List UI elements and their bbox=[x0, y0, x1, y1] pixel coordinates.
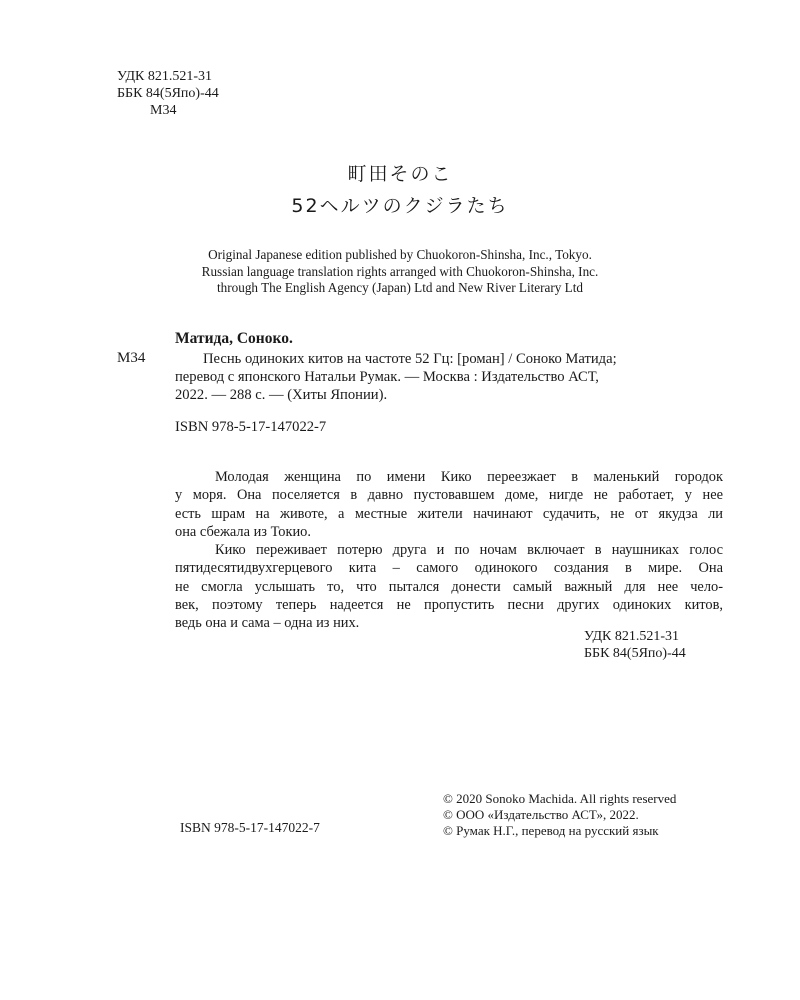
catalog-author-mark: М34 bbox=[117, 350, 146, 366]
annotation-line: есть шрам на животе, а местные жители начинают судачить, не от якудза ли bbox=[175, 505, 723, 522]
annotation-line: век, поэтому теперь надеется не пропустить песни других одиноких китов, bbox=[175, 597, 723, 614]
copyright-line: © ООО «Издательство АСТ», 2022. bbox=[443, 807, 639, 822]
catalog-line: 2022. — 288 с. — (Хиты Японии). bbox=[175, 387, 388, 403]
catalog-line: перевод с японского Натальи Румак. — Москва : Издательство АСТ, bbox=[175, 369, 599, 385]
annotation-line: Кико переживает потерю друга и по ночам включает в наушниках голос bbox=[215, 542, 723, 559]
copyright-line: © Румак Н.Г., перевод на русский язык bbox=[443, 823, 659, 838]
japanese-author: 町田そのこ bbox=[347, 163, 453, 185]
notice-line: Russian language translation rights arranged with Chuokoron-Shinsha, Inc. bbox=[201, 263, 599, 279]
copyright-line: © 2020 Sonoko Machida. All rights reserved bbox=[443, 791, 677, 806]
classification-block bbox=[117, 68, 219, 119]
japanese-title: 52ヘルツのクジラたち bbox=[291, 195, 509, 217]
annotation-line: она сбежала из Токио. bbox=[175, 523, 311, 540]
copyright-block bbox=[443, 791, 676, 839]
japanese-title-block bbox=[0, 158, 800, 222]
catalog-isbn: ISBN 978-5-17-147022-7 bbox=[175, 419, 327, 435]
annotation-line: у моря. Она поселяется в давно пустовавшем доме, нигде не работает, у нее bbox=[175, 487, 723, 504]
isbn-bottom: ISBN 978-5-17-147022-7 bbox=[180, 820, 320, 835]
notice-line: through The English Agency (Japan) Ltd and New River Literary Ltd bbox=[217, 280, 583, 295]
udk-code: УДК 821.521-31 bbox=[117, 69, 213, 84]
annotation-line: не смогла услышать то, что пытался донести самый важный для нее чело- bbox=[175, 578, 723, 595]
annotation-line: пятидесятидвухгерцевого кита – самого одинокого создания в мире. Она bbox=[175, 560, 723, 577]
notice-line: Original Japanese edition published by Chuokoron-Shinsha, Inc., Tokyo. bbox=[208, 247, 592, 262]
author-mark: М34 bbox=[150, 103, 177, 118]
catalog-line: Песнь одиноких китов на частоте 52 Гц: [роман] / Соноко Матида; bbox=[203, 351, 617, 367]
annotation-line: Молодая женщина по имени Кико переезжает в маленький городок bbox=[215, 469, 723, 485]
catalog-entry bbox=[175, 330, 735, 436]
annotation-line: ведь она и сама – одна из них. bbox=[175, 615, 360, 632]
bbk-code: ББК 84(5Япо)-44 bbox=[117, 86, 219, 101]
bbk-code: ББК 84(5Япо)-44 bbox=[584, 646, 686, 661]
udk-code: УДК 821.521-31 bbox=[584, 629, 680, 644]
annotation bbox=[175, 468, 723, 633]
original-edition-notice bbox=[0, 247, 800, 297]
index-block bbox=[584, 628, 686, 662]
catalog-author: Матида, Соноко. bbox=[175, 330, 293, 347]
